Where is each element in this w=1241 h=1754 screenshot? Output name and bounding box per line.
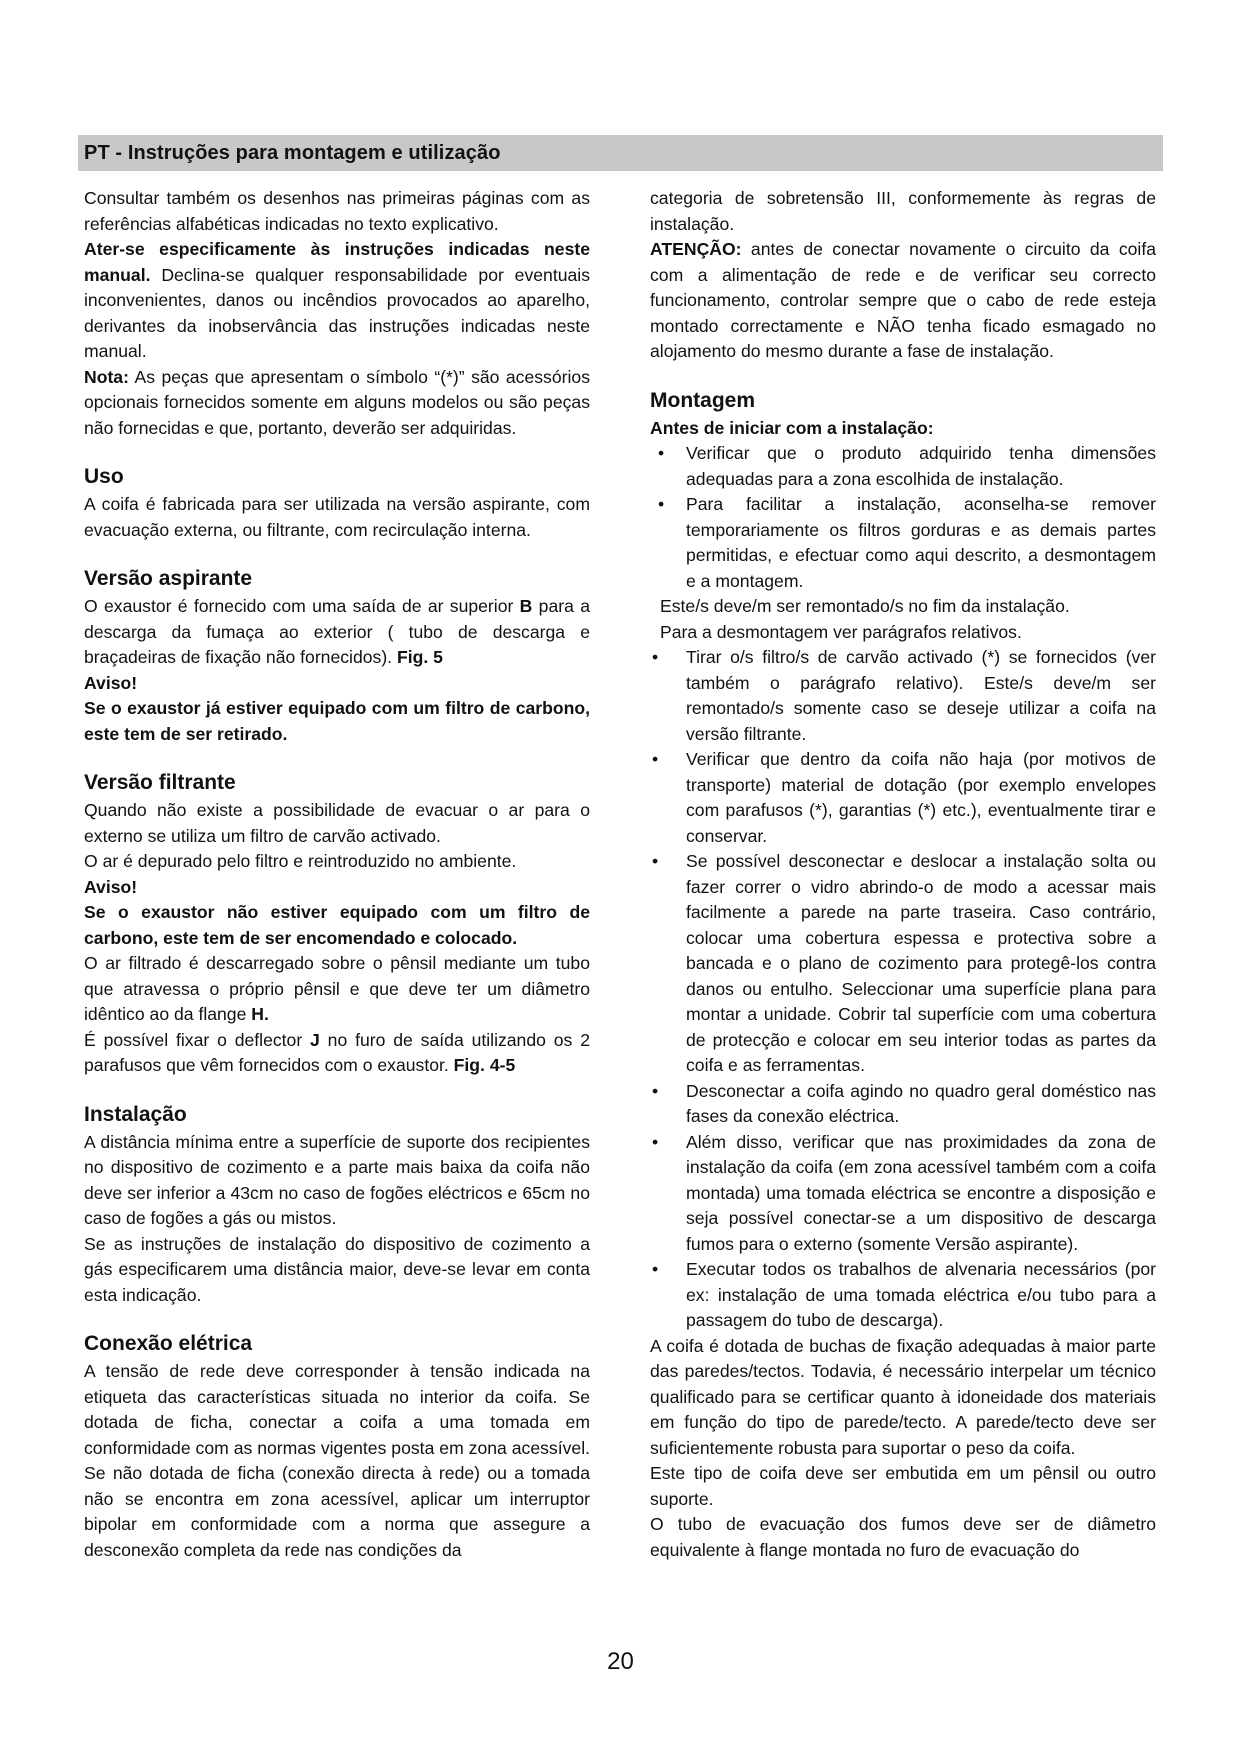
bullet-icon: • [652, 851, 659, 871]
page-number: 20 [607, 1648, 634, 1675]
aspirante-paragraph: O exaustor é fornecido com uma saída de ar superior B para a descarga da fumaça ao exterior ( tubo de descarga e braçadeiras de fixação não fornecidos). Fig. 5 [84, 596, 590, 667]
heading-versao-aspirante: Versão aspirante [84, 567, 253, 590]
bullet-icon: • [652, 749, 659, 769]
fixing-paragraph: A coifa é dotada de buchas de fixação adequadas à maior parte das paredes/tectos. Todavia, é necessário interpelar um técnico qualificado para se certificar quanto à idoneidade dos materiais em função do tipo de parede/tecto. A parede/tecto deve ser suficientemente robusta para suportar o peso da coifa. [650, 1335, 1156, 1458]
aspirante-warning-label: Aviso! [84, 672, 138, 693]
continued-paragraph: categoria de sobretensão III, conformemente às regras de instalação. [650, 188, 1156, 234]
bullet-icon: • [652, 1080, 659, 1101]
note-paragraph: Nota: As peças que apresentam o símbolo “(*)” são acessórios opcionais fornecidos somente em alguns modelos ou são peças não fornecidas e que, portanto, deverão ser adquiridas. [84, 366, 590, 438]
list-item: • Desconectar a coifa agindo no quadro geral doméstico nas fases da conexão eléctrica. [652, 1080, 1156, 1126]
filtrante-paragraph-1: Quando não existe a possibilidade de evacuar o ar para o externo se utiliza um filtro de carvão activado. [84, 800, 590, 846]
instalacao-paragraph-2: Se as instruções de instalação do dispositivo de cozimento a gás especificarem uma distância maior, deve-se levar em conta esta indicação. [84, 1233, 590, 1305]
right-column [650, 186, 1156, 1563]
heading-versao-filtrante: Versão filtrante [84, 771, 236, 794]
heading-uso: Uso [84, 465, 124, 488]
attention-paragraph: ATENÇÃO: antes de conectar novamente o circuito da coifa com a alimentação de rede e de verificar seu correcto funcionamento, controlar sempre que o cabo de rede esteja montado correctamente e NÃO tenha ficado esmagado no alojamento do mesmo durante a fase de instalação. [650, 239, 1156, 361]
list-item: • Executar todos os trabalhos de alvenaria necessários (por ex: instalação de uma tomada eléctrica e/ou tubo para a passagem do tubo de descarga). [652, 1259, 1156, 1330]
left-column [84, 186, 590, 1563]
bullet-icon: • [652, 1259, 659, 1279]
disclaimer-paragraph: Ater-se especificamente às instruções indicadas neste manual. Declina-se qualquer responsabilidade por eventuais inconvenientes, danos ou incêndios provocados ao aparelho, derivantes da inobservância das instruções indicadas neste manual. [84, 239, 590, 361]
embedding-paragraph: Este tipo de coifa deve ser embutida em um pênsil ou outro suporte. [650, 1463, 1156, 1509]
filtrante-warning-text: Se o exaustor não estiver equipado com um filtro de carbono, este tem de ser encomendado e colocado. [84, 902, 590, 948]
filtrante-warning-label: Aviso! [84, 876, 138, 897]
list-item: • Se possível desconectar e deslocar a instalação solta ou fazer correr o vidro abrindo-o de modo a acessar mais facilmente a parede na parte traseira. Caso contrário, colocar uma cobertura espessa e protectiva sobre a bancada e o plano de cozimento para protegê-los contra danos ou entulho. Seleccionar uma superfície plana para montar a unidade. Cobrir tal superfície com uma cobertura de protecção e colocar em seu interior todas as partes da coifa e as ferramentas. [652, 851, 1156, 1075]
list-item: • Tirar o/s filtro/s de carvão activado (*) se fornecidos (ver também o parágrafo relativo). Este/s deve/m ser remontado/s somente caso se deseje utilizar a coifa na versão filtrante. [652, 647, 1156, 744]
uso-paragraph: A coifa é fabricada para ser utilizada na versão aspirante, com evacuação externa, ou filtrante, com recirculação interna. [84, 494, 590, 540]
filtrante-paragraph-3: O ar filtrado é descarregado sobre o pênsil mediante um tubo que atravessa o próprio pênsil e que deve ter um diâmetro idêntico ao da flange H. [84, 953, 590, 1024]
conexao-paragraph: A tensão de rede deve corresponder à tensão indicada na etiqueta das características situada no interior da coifa. Se dotada de ficha, conectar a coifa a uma tomada em conformidade com as normas vigentes posta em zona acessível. Se não dotada de ficha (conexão directa à rede) ou a tomada não se encontra em zona acessível, aplicar um interruptor bipolar em conformidade com a norma que assegure a desconexão completa da rede nas condições da [84, 1361, 590, 1560]
list-item: • Verificar que o produto adquirido tenha dimensões adequadas para a zona escolhida de instalação. [658, 443, 1156, 489]
heading-instalacao: Instalação [84, 1102, 187, 1126]
list-item: • Para facilitar a instalação, aconselha-se remover temporariamente os filtros gorduras e as demais partes permitidas, e efectuar como aqui descrito, a desmontagem e a montagem. [658, 494, 1156, 591]
reassemble-note: Este/s deve/m ser remontado/s no fim da instalação. [660, 596, 1070, 616]
page-title: PT - Instruções para montagem e utilização [84, 142, 501, 164]
heading-conexao-eletrica: Conexão elétrica [84, 1332, 253, 1355]
instalacao-paragraph-1: A distância mínima entre a superfície de suporte dos recipientes no dispositivo de cozimento e a parte mais baixa da coifa não deve ser inferior a 43cm no caso de fogões eléctricos e 65cm no caso de fogões a gás ou mistos. [84, 1131, 590, 1228]
exhaust-pipe-paragraph: O tubo de evacuação dos fumos deve ser de diâmetro equivalente à flange montada no furo de evacuação do [650, 1514, 1156, 1560]
filtrante-paragraph-2: O ar é depurado pelo filtro e reintroduzido no ambiente. [84, 851, 517, 871]
aspirante-warning-text: Se o exaustor já estiver equipado com um filtro de carbono, este tem de ser retirado. [84, 698, 590, 744]
list-item: • Além disso, verificar que nas proximidades da zona de instalação da coifa (em zona acessível também com a coifa montada) uma tomada eléctrica se encontre a disposição e seja possível conectar-se a um dispositivo de descarga fumos para o externo (somente Versão aspirante). [652, 1131, 1156, 1254]
filtrante-paragraph-4: É possível fixar o deflector J no furo de saída utilizando os 2 parafusos que vêm fornecidos com o exaustor. Fig. 4-5 [84, 1029, 590, 1075]
bullet-icon: • [652, 1131, 659, 1152]
bullet-icon: • [658, 443, 665, 463]
before-install-label: Antes de iniciar com a instalação: [650, 417, 934, 438]
disassembly-note: Para a desmontagem ver parágrafos relativos. [660, 621, 1022, 642]
bullet-icon: • [652, 647, 659, 667]
list-item: • Verificar que dentro da coifa não haja (por motivos de transporte) material de dotação (por exemplo envelopes com parafusos (*), garantias (*) etc.), eventualmente tirar e conservar. [652, 749, 1156, 846]
intro-paragraph: Consultar também os desenhos nas primeiras páginas com as referências alfabéticas indicadas no texto explicativo. [84, 188, 590, 234]
bullet-icon: • [658, 494, 665, 514]
heading-montagem: Montagem [650, 388, 755, 412]
